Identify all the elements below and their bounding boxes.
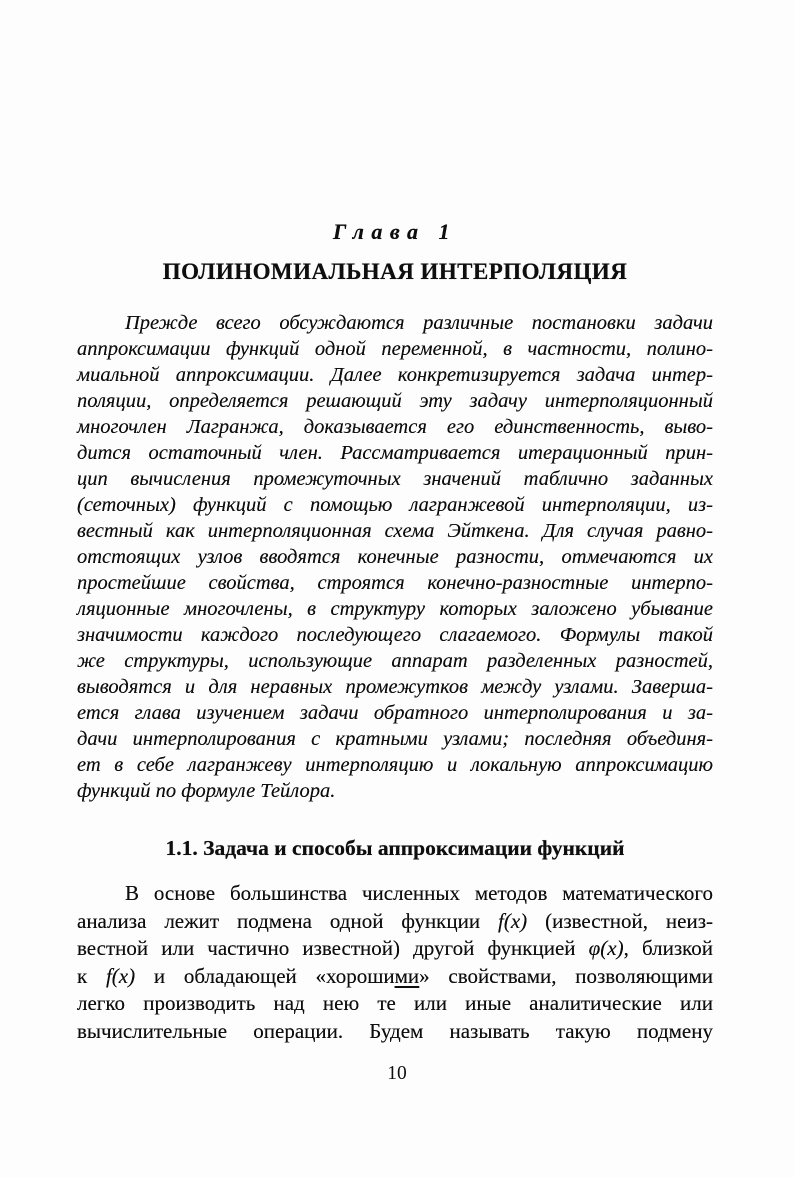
text-line: Прежде всего обсуждаются различные постановки задачи [125,312,713,334]
text-line: многочлен Лагранжа, доказывается его единственность, выво- [77,416,713,438]
text-line: аппроксимации функций одной переменной, в частности, полино- [77,338,713,360]
section-heading: 1.1. Задача и способы аппроксимации функций [165,836,625,860]
math-inline: f(x) [105,963,136,988]
text-line: ляционные многочлены, в структуру которых заложено убывание [77,598,713,620]
text-line: дачи интерполирования с кратными узлами; последняя объединя- [77,728,713,750]
text-line: миальной аппроксимации. Далее конкретизируется задача интер- [77,364,713,386]
text-line: дится остаточный член. Рассматривается итерационный прин- [77,442,713,464]
text-line: ется глава изучением задачи обратного интерполирования и за- [77,702,713,724]
text-line: (сеточных) функций с помощью лагранжевой интерполяции, из- [77,494,713,516]
text-line: анализа лежит подмена одной функции f(x) (известной, неиз- [77,908,713,933]
text-line: отстоящих узлов вводятся конечные разности, отмечаются их [77,546,713,568]
text-line: ет в себе лагранжеву интерполяцию и локальную аппроксимацию [77,754,713,776]
text-line: к f(x) и обладающей «хорошими» свойствами, позволяющими [77,963,714,988]
page-number: 10 [387,1063,407,1084]
text-line: простейшие свойства, строятся конечно-разностные интерпо- [77,572,713,594]
underlined-text: ми [394,963,420,988]
chapter-abstract [77,310,713,804]
text-line: значимости каждого последующего слагаемого. Формулы такой [77,624,713,646]
text-line: вычислительные операции. Будем называть такую подмену [77,1018,713,1043]
body-paragraph [77,880,713,1045]
text-line: легко производить над нею те или иные аналитические или [77,991,713,1015]
text-line: вестный как интерполяционная схема Эйткена. Для случая равно- [77,520,713,542]
text-line: В основе большинства численных методов математического [125,881,713,905]
text-line: функций по формуле Тейлора. [77,780,336,802]
text-line: же структуры, использующие аппарат разделенных разностей, [77,650,713,672]
text-line: поляции, определяется решающий эту задачу интерполяционный [77,390,713,412]
text-line: выводятся и для неравных промежутков между узлами. Заверша- [77,676,713,698]
chapter-title: ПОЛИНОМИАЛЬНАЯ ИНТЕРПОЛЯЦИЯ [162,259,628,284]
math-inline: f(x) [498,908,528,933]
chapter-label: Глава 1 [333,219,457,244]
math-inline: φ(x) [588,936,624,960]
text-line: вестной или частично известной) другой функцией φ(x), близкой [77,936,713,960]
text-line: цип вычисления промежуточных значений таблично заданных [77,468,713,490]
